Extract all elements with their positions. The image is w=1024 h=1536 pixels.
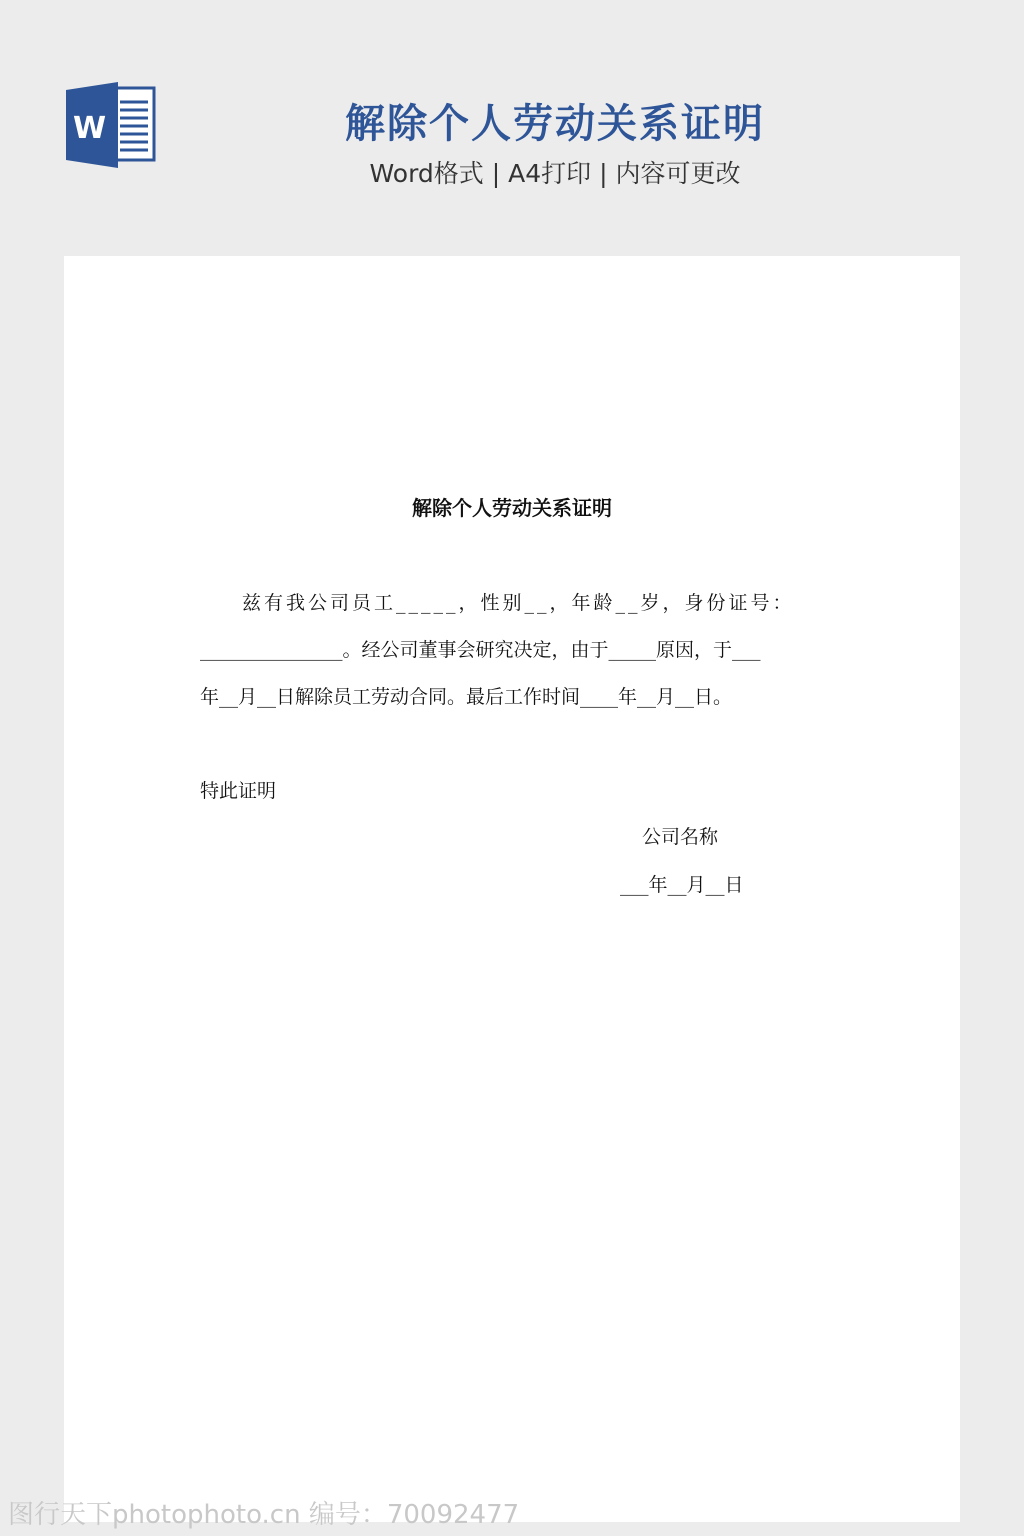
svg-text:W: W: [73, 111, 107, 146]
body-line-1: 兹有我公司员工_____，性别__，年龄__岁，身份证号：: [242, 592, 795, 614]
banner-title: 解除个人劳动关系证明: [345, 101, 765, 147]
word-document-icon: [64, 82, 156, 168]
banner-subtitle: Word格式 | A4打印 | 内容可更改: [369, 159, 741, 188]
document-title: 解除个人劳动关系证明: [412, 496, 612, 520]
body-line-3: 年__月__日解除员工劳动合同。最后工作时间____年__月__日。: [200, 686, 733, 708]
watermark: 图行天下photophoto.cn 编号：70092477: [8, 1500, 520, 1530]
signature-date: ___年__月__日: [620, 874, 744, 896]
document-page: [64, 256, 960, 1522]
body-line-2: _______________。经公司董事会研究决定，由于_____原因，于___: [200, 639, 761, 661]
company-name: 公司名称: [642, 826, 719, 848]
closing-text: 特此证明: [200, 780, 277, 802]
